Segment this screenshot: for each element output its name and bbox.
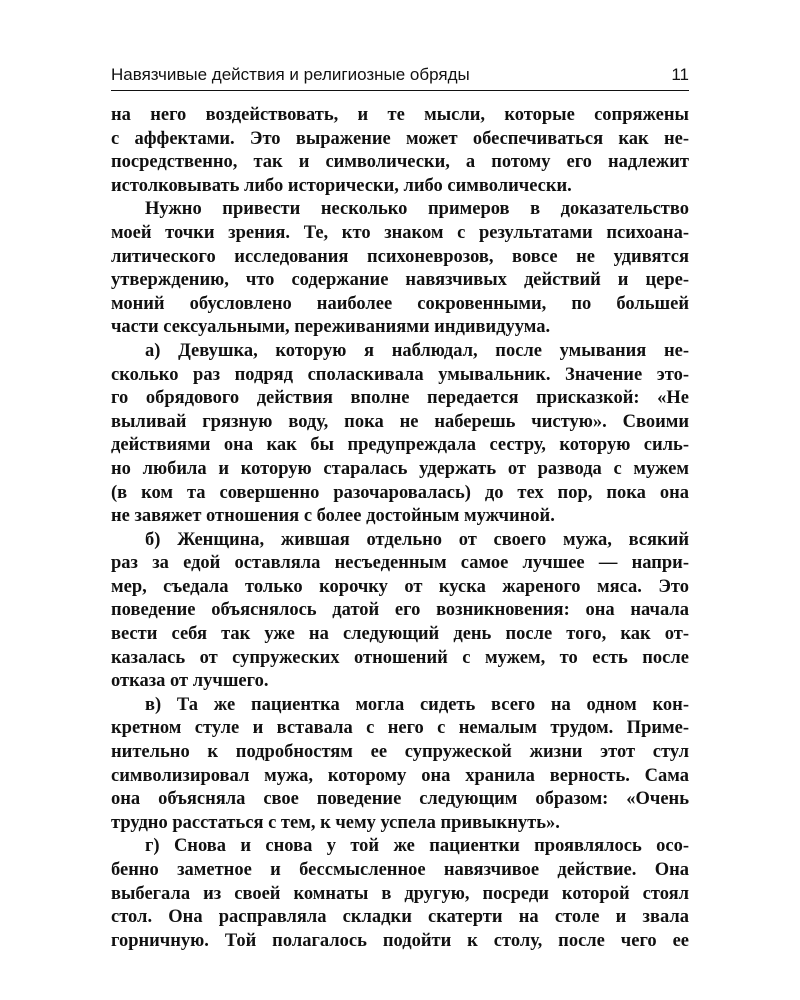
text-line: действиями она как бы предупреждала сестру, которую силь- xyxy=(111,435,689,456)
text-line: литического исследования психоневрозов, вовсе не удивятся xyxy=(111,246,689,267)
text-line: нительно к подробностям ее супружеской жизни этот стул xyxy=(111,742,689,763)
running-header xyxy=(111,64,689,91)
text-line: б) Женщина, жившая отдельно от своего мужа, всякий xyxy=(145,529,689,550)
text-line: г) Снова и снова у той же пациентки проявлялось осо- xyxy=(145,836,689,857)
text-line: посредственно, так и символически, а потому его надлежит xyxy=(111,152,689,173)
text-line: мер, съедала только корочку от куска жареного мяса. Это xyxy=(111,576,689,597)
text-line: моний обусловлено наиболее сокровенными, по большей xyxy=(111,293,689,314)
text-line: бенно заметное и бессмысленное навязчивое действие. Она xyxy=(111,860,689,880)
paragraph xyxy=(111,529,689,694)
text-line: го обрядового действия вполне передается присказкой: «Не xyxy=(111,388,689,409)
paragraph xyxy=(111,694,689,836)
text-line: выливай грязную воду, пока не наберешь чистую». Своими xyxy=(111,411,689,432)
text-line: на него воздействовать, и те мысли, которые сопряжены xyxy=(111,105,689,125)
text-line: кретном стуле и вставала с него с немалым трудом. Приме- xyxy=(111,718,689,739)
text-line: вести себя так уже на следующий день после того, как от- xyxy=(111,624,689,645)
text-line: а) Девушка, которую я наблюдал, после умывания не- xyxy=(145,340,689,361)
text-line: с аффектами. Это выражение может обеспечиваться как не- xyxy=(111,128,689,149)
text-line: поведение объяснялось датой его возникновения: она начала xyxy=(111,600,689,621)
book-page xyxy=(111,64,689,953)
text-line: выбегала из своей комнаты в другую, посреди которой стоял xyxy=(111,883,689,904)
text-line: символизировал мужа, которому она хранила верность. Сама xyxy=(111,765,689,786)
text-line: истолковывать либо исторически, либо символически. xyxy=(111,175,572,196)
text-line: горничную. Той полагалось подойти к столу, после чего ее xyxy=(111,930,689,951)
text-line: моей точки зрения. Те, кто знаком с результатами психоана- xyxy=(111,222,689,243)
running-title: Навязчивые действия и религиозные обряды xyxy=(111,65,470,84)
paragraph xyxy=(111,340,689,529)
text-line: казалась от супружеских отношений с мужем, то есть после xyxy=(111,647,689,668)
paragraph xyxy=(111,198,689,340)
text-line: утверждению, что содержание навязчивых действий и цере- xyxy=(111,270,689,291)
text-line: части сексуальными, переживаниями индивидуума. xyxy=(111,317,551,338)
text-line: стол. Она расправляла складки скатерти на столе и звала xyxy=(111,907,689,928)
text-line: трудно расстаться с тем, к чему успела привыкнуть». xyxy=(111,812,560,833)
text-line: (в ком та совершенно разочаровалась) до тех пор, пока она xyxy=(111,482,689,503)
text-line: раз за едой оставляла несъеденным самое лучшее — напри- xyxy=(111,553,689,574)
text-line: она объясняла свое поведение следующим образом: «Очень xyxy=(111,789,689,810)
paragraph xyxy=(111,835,689,953)
text-line: но любила и которую старалась удержать от развода с мужем xyxy=(111,458,689,479)
page-number: 11 xyxy=(671,65,689,84)
text-line: сколько раз подряд споласкивала умывальник. Значение это- xyxy=(111,364,689,385)
paragraph xyxy=(111,104,689,198)
body-text xyxy=(111,104,689,953)
text-line: в) Та же пациентка могла сидеть всего на одном кон- xyxy=(145,694,689,715)
text-line: отказа от лучшего. xyxy=(111,671,269,692)
text-line: не завяжет отношения с более достойным мужчиной. xyxy=(111,506,555,527)
text-line: Нужно привести несколько примеров в доказательство xyxy=(145,199,689,220)
